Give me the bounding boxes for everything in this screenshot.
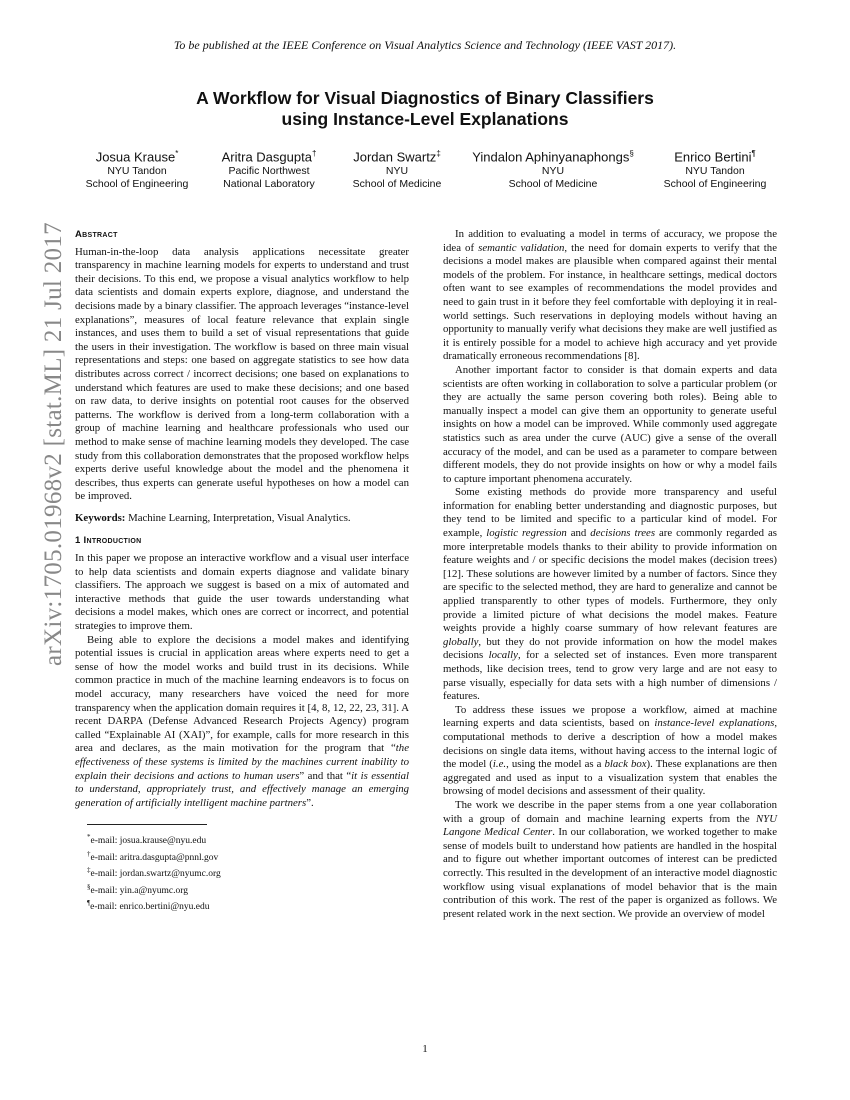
body-paragraph-5 [443, 799, 777, 921]
text-run: are commonly regarded as more interpretable models thanks to their ability to provide information on feature weights and / or specific decisions the model makes (decision trees) [12]. These solutions are however limited by a number of factors. Since they are specific to the selected method, they are hard to generalize and cannot be applied transparently to other types of models. Furthermore, they only provide a limited picture of what decisions the model makes. Feature weights provide a highly coarse summary of how relevant features are [443, 527, 777, 635]
author-affiliation: School of Engineering [85, 178, 189, 191]
page-number: 1 [422, 1043, 428, 1055]
body-paragraph-3 [443, 486, 777, 704]
emphasis: black box [604, 758, 647, 771]
introduction-heading: 1 Introduction [75, 535, 142, 547]
footnote [87, 864, 409, 880]
footnote-mark: † [87, 849, 91, 858]
author-block-5 [650, 146, 780, 191]
footnote-mark: ‡ [87, 866, 91, 875]
text-run: , for a selected set of instances. Even more transparent methods, like decision trees, tend to grow very large and are not easy to parse visually, especially for data sets with a high number of dimensions / features. [443, 649, 777, 703]
author-block-4 [468, 146, 638, 191]
author-affiliation: NYU [541, 165, 565, 178]
author-name: Enrico Bertini [674, 149, 752, 165]
author-affiliation: School of Medicine [508, 178, 598, 191]
author-affiliation: School of Engineering [663, 178, 767, 191]
footnote-text: e-mail: enrico.bertini@nyu.edu [90, 902, 210, 913]
abstract-heading: Abstract [75, 229, 118, 240]
text-run: In addition to evaluating a model in terms of accuracy, we propose the idea of [443, 228, 777, 254]
emphasis: locally [488, 649, 518, 662]
footnote-text: e-mail: aritra.dasgupta@pnnl.gov [90, 852, 219, 863]
text-run: Some existing methods do provide more transparency and useful information for enabling better understanding and diagnostic purposes, but they tend to be limited and specific to a particular kind of model. For example, [443, 486, 777, 540]
footnote-text: e-mail: jordan.swartz@nyumc.org [90, 869, 221, 880]
author-name: Jordan Swartz [353, 149, 437, 165]
left-column [75, 228, 409, 914]
text-run: ”. [306, 796, 314, 809]
quote-emphasis: the effectiveness of these systems is limited by the machines current inability to explain their decisions and actions to human users [75, 742, 409, 782]
paper-title [60, 88, 790, 130]
abstract-text: Human-in-the-loop data analysis applications necessitate greater transparency in machine learning models for experts to understand and trust their decisions. To this end, we propose a visual analytics workflow to help data scientists and domain experts explore, diagnose, and understand the decisions made by a binary classifier. The approach leverages “instance-level explanations”, measures of local feature relevance that explain single instances, and uses them to build a set of visual representations that guide the users in their investigation. The workflow is based on three main visual representations and steps: one based on aggregate statistics to see how data distributes across correct / incorrect decisions; one based on explanations to understand which features are used to make these decisions; and one based on raw data, to derive insights on potential root causes for the observed patterns. The workflow is derived from a long-term collaboration with a group of machine learning and healthcare professionals who used our method to make sense of machine learning models they developed. The case study from this collaboration demonstrates that the proposed workflow helps experts derive useful knowledge about the model and the phenomena it describes, thus experts can generate useful hypotheses on how a model can be improved. [75, 245, 409, 503]
author-block-1 [72, 146, 202, 191]
venue-header: To be published at the IEEE Conference on Visual Analytics Science and Technology (IEEE VAST 2017). [173, 38, 677, 52]
text-run: , but they do not provide information on how the model makes decisions [443, 635, 777, 662]
title-line-2: using Instance-Level Explanations [281, 109, 569, 129]
intro-paragraph-1: In this paper we propose an interactive workflow and a visual user interface to help data scientists and domain experts diagnose and validate binary classifiers. The approach we suggest is based on a mix of automated and interactive methods that guide the user towards understanding what decisions a model makes, which ones are correct or incorrect, and potential strategies to improve them. [75, 552, 409, 633]
emphasis: decisions trees [590, 527, 656, 540]
emphasis: instance-level explanations [654, 717, 775, 730]
footnote-mark: § [87, 882, 91, 891]
author-affiliation: NYU [385, 165, 409, 178]
footnote-rule [87, 824, 207, 825]
author-name: Yindalon Aphinyanaphongs [472, 149, 630, 165]
author-block-3 [332, 146, 462, 191]
footnote [87, 881, 409, 897]
text-run: , the need for domain experts to verify that the decisions a model makes are plausible when compared against their mental models of the problem. For instance, in healthcare settings, medical doctors often want to see examples of recommendations the model provides and need to gain trust in it before they feel comfortable with deploying it in real-world settings. Such reservations in deploying models without having an opportunity to manually verify what decisions they make are well justified as it is entirely possible for a model to achieve high accuracy and yet provide dramatically erroneous recommendations [8]. [443, 241, 778, 363]
right-column [443, 228, 777, 921]
text-run: ” and that “ [299, 769, 352, 782]
arxiv-stamp [4, 222, 67, 666]
author-mark: § [629, 149, 634, 158]
body-paragraph-4 [443, 704, 777, 799]
footnote [87, 897, 409, 913]
author-block-2 [204, 146, 334, 191]
emphasis: i.e. [492, 758, 507, 771]
author-affiliation: NYU Tandon [685, 165, 745, 178]
emphasis: globally [443, 635, 479, 648]
footnote [87, 848, 409, 864]
footnote-mark: ¶ [87, 899, 91, 908]
text-run: ). These explanations are then aggregated and used as input to a visualization system that enables the browsing of model decisions and assessment of their quality. [443, 758, 777, 798]
emphasis: logistic regression [486, 527, 567, 540]
text-run: and [566, 527, 591, 540]
text-run: The work we describe in the paper stems from a one year collaboration with a group of domain and machine learning experts from the [443, 798, 777, 825]
footnote-text: e-mail: yin.a@nyumc.org [90, 885, 188, 896]
author-mark: * [175, 149, 179, 158]
keywords [75, 512, 409, 526]
footnote-text: e-mail: josua.krause@nyu.edu [90, 836, 207, 847]
keywords-label: Keywords: [75, 511, 126, 524]
title-line-1: A Workflow for Visual Diagnostics of Binary Classifiers [196, 88, 654, 108]
arxiv-stamp-text: arXiv:1705.01968v2 [stat.ML] 21 Jul 2017 [40, 222, 67, 666]
author-name: Josua Krause [95, 149, 176, 165]
footnote [87, 831, 409, 847]
text-run: To address these issues we propose a workflow, aimed at machine learning experts and data scientists, based on [443, 703, 777, 730]
author-affiliation: Pacific Northwest [228, 165, 310, 178]
footnote-mark: * [87, 833, 91, 842]
text-run: . In our collaboration, we worked together to make sense of models built to understand how patients are handled in the hospital and to figure out whether important outcomes of interest can be predicted correctly. This resulted in the development of an interactive model diagnostic workflow using visual explanations of model behavior that is the main contribution of this work. The rest of the paper is organized as follows. We present related work in the next section. We provide an overview of model [443, 826, 777, 920]
author-mark: ¶ [751, 149, 756, 158]
emphasis: semantic validation [478, 241, 565, 254]
author-affiliation: NYU Tandon [107, 165, 167, 178]
author-mark: † [311, 149, 317, 158]
author-name: Aritra Dasgupta [221, 149, 312, 165]
keywords-text: Machine Learning, Interpretation, Visual Analytics. [128, 511, 351, 524]
text-run: , computational methods to derive a description of how a model makes decisions on single data items, without having access to the internal logic of the model ( [443, 717, 778, 771]
emphasis: NYU Langone Medical Center [443, 812, 777, 839]
text-run: , using the model as a [506, 758, 605, 771]
body-paragraph-2: Another important factor to consider is that domain experts and data scientists are often working in collaboration to solve a particular problem (or they are actually the same person covering both roles). Being able to manually inspect a model can give them an opportunity to generate useful insights on how a model can be improved. While commonly used aggregate statistics such as area under the curve (AUC) give a sense of the overall accuracy of the model, and can be used as a parameter to compare between different models, they do not provide insights on how or why a model fails to capture important phenomena accurately. [443, 363, 777, 485]
quote-emphasis: it is essential to understand, appropriately trust, and effectively manage an emerging generation of artificially intelligent machine partners [75, 769, 409, 809]
author-affiliation: School of Medicine [352, 178, 442, 191]
intro-paragraph-2 [75, 634, 409, 811]
author-mark: ‡ [436, 149, 441, 158]
body-paragraph-1 [443, 228, 777, 364]
author-affiliation: National Laboratory [223, 178, 315, 191]
text-run: Being able to explore the decisions a model makes and identifying potential issues is crucial in application areas where experts need to get a sense of how the model works and build trust in its decisions. While common practice in much of the machine learning endeavors is to focus on model accuracy, many researchers have voiced the need for more transparency when the application domain requires it [4, 8, 12, 22, 23, 31]. A recent DARPA (Defense Advanced Research Projects Agency) program called “Explainable AI (XAI)”, for example, calls for more research in this area and declares, as the main motivation for the program that “ [75, 633, 409, 755]
